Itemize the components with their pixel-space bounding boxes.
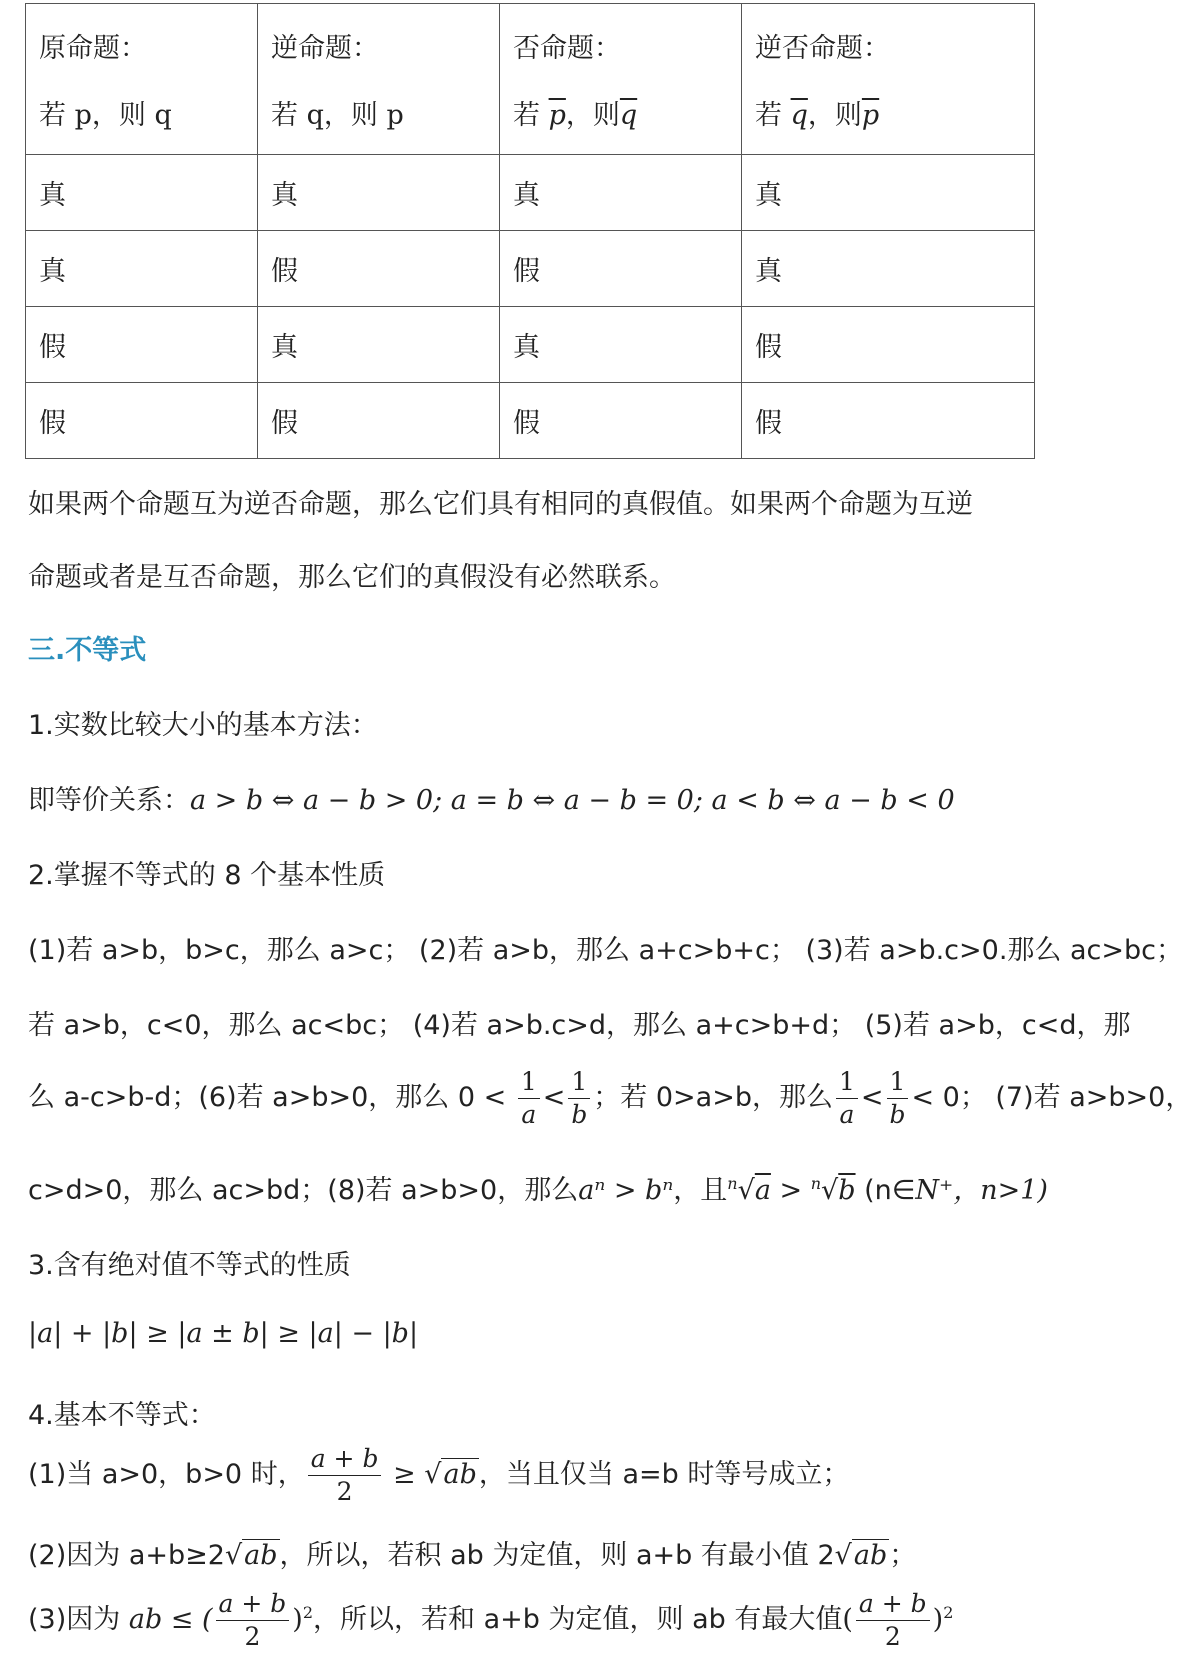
table-cell: 假 [258,231,500,307]
sqrt-ab: √ab [224,1540,278,1571]
table-row [26,231,1035,307]
section-title: 三.不等式 [28,635,147,666]
table-cell: 真 [258,307,500,383]
item4-heading: 4.基本不等式： [28,1400,216,1431]
table-cell: 假 [500,383,742,459]
root-inequality: $^n$√a > $^n$√b [727,1174,856,1206]
table-row [26,155,1035,231]
fraction-a-plus-b-over-2: $\frac{a + b}{2}$ [308,1443,382,1508]
table-cell: 真 [258,155,500,231]
table-cell: 假 [742,307,1035,383]
sqrt-ab: √ab [834,1540,888,1571]
table-cell: 真 [742,155,1035,231]
item4-line-3: (3)因为 ab ≤ ( $\frac{a + b}{2}$ )$^2$，所以，若和 a+b 为定值，则 ab 有最大值( $\frac{a + b}{2}$ )$^2$ [28,1589,954,1651]
header-original: 原命题： 若 p，则 q [26,4,258,155]
table-cell: 假 [742,383,1035,459]
table-row [26,383,1035,459]
paragraph-line-2: 命题或者是互否命题，那么它们的真假没有必然联系。 [28,562,676,593]
item3-heading: 3.含有绝对值不等式的性质 [28,1250,351,1281]
table-cell: 真 [26,155,258,231]
fraction-1-over-b: $\frac{1}{b}$ [887,1066,909,1131]
table-cell: 真 [500,155,742,231]
item1-heading: 1.实数比较大小的基本方法： [28,710,378,741]
item2-line-2: 若 a>b，c<0，那么 ac<bc； (4)若 a>b.c>d，那么 a+c>b+d； (5)若 a>b，c<d，那 [28,1010,1131,1041]
header-inverse: 否命题： 若 $\overline{p}$，则$\overline{q}$ [500,4,742,155]
item2-line-4: c>d>0，那么 ac>bd；(8)若 a>b>0，那么aⁿ > bⁿ，且$^n$√a > $^n$√b (n∈N⁺，n>1) [28,1174,1048,1206]
header-converse: 逆命题： 若 q，则 p [258,4,500,155]
item4-line-2: (2)因为 a+b≥2√ab，所以，若积 ab 为定值，则 a+b 有最小值 2√ab； [28,1540,917,1571]
table-cell: 真 [742,231,1035,307]
table-cell: 假 [258,383,500,459]
table-row [26,307,1035,383]
item4-line-1: (1)当 a>0，b>0 时， $\frac{a + b}{2}$ ≥ √ab，当且仅当 a=b 时等号成立； [28,1444,850,1506]
truth-table [25,3,1035,459]
item1-equivalence: 即等价关系：a > b ⇔ a − b > 0; a = b ⇔ a − b = 0; a < b ⇔ a − b < 0 [28,785,955,816]
sqrt-ab: √ab [424,1459,477,1490]
table-cell: 真 [500,307,742,383]
table-cell: 假 [26,383,258,459]
power-inequality: aⁿ > bⁿ [578,1175,674,1206]
item3-formula: |a| + |b| ≥ |a ± b| ≥ |a| − |b| [28,1318,419,1349]
table-cell: 假 [500,231,742,307]
header-contrapositive: 逆否命题： 若 $\overline{q}$，则$\overline{p}$ [742,4,1035,155]
item2-line-3: 么 a-c>b-d；(6)若 a>b>0，那么 0 < $\frac{1}{a}$ < $\frac{1}{b}$ ；若 0>a>b，那么 $\frac{1}{a}$ < $\frac{1}{b}$ < 0； (7)若 a>b>0， [28,1067,1192,1129]
item1-formula: a > b ⇔ a − b > 0; a = b ⇔ a − b = 0; a < b ⇔ a − b < 0 [190,785,955,816]
fraction-1-over-a: $\frac{1}{a}$ [836,1066,858,1131]
item2-heading: 2.掌握不等式的 8 个基本性质 [28,860,386,891]
table-cell: 真 [26,231,258,307]
table-header-row [26,4,1035,155]
fraction-1-over-b: $\frac{1}{b}$ [568,1066,590,1131]
fraction-a-plus-b-over-2: $\frac{a + b}{2}$ [216,1588,290,1653]
fraction-a-plus-b-over-2: $\frac{a + b}{2}$ [856,1588,930,1653]
table-cell: 假 [26,307,258,383]
fraction-1-over-a: $\frac{1}{a}$ [518,1066,540,1131]
item2-line-1: (1)若 a>b，b>c，那么 a>c； (2)若 a>b，那么 a+c>b+c； (3)若 a>b.c>0.那么 ac>bc； [28,935,1183,966]
paragraph-line-1: 如果两个命题互为逆否命题，那么它们具有相同的真假值。如果两个命题为互逆 [28,489,973,520]
